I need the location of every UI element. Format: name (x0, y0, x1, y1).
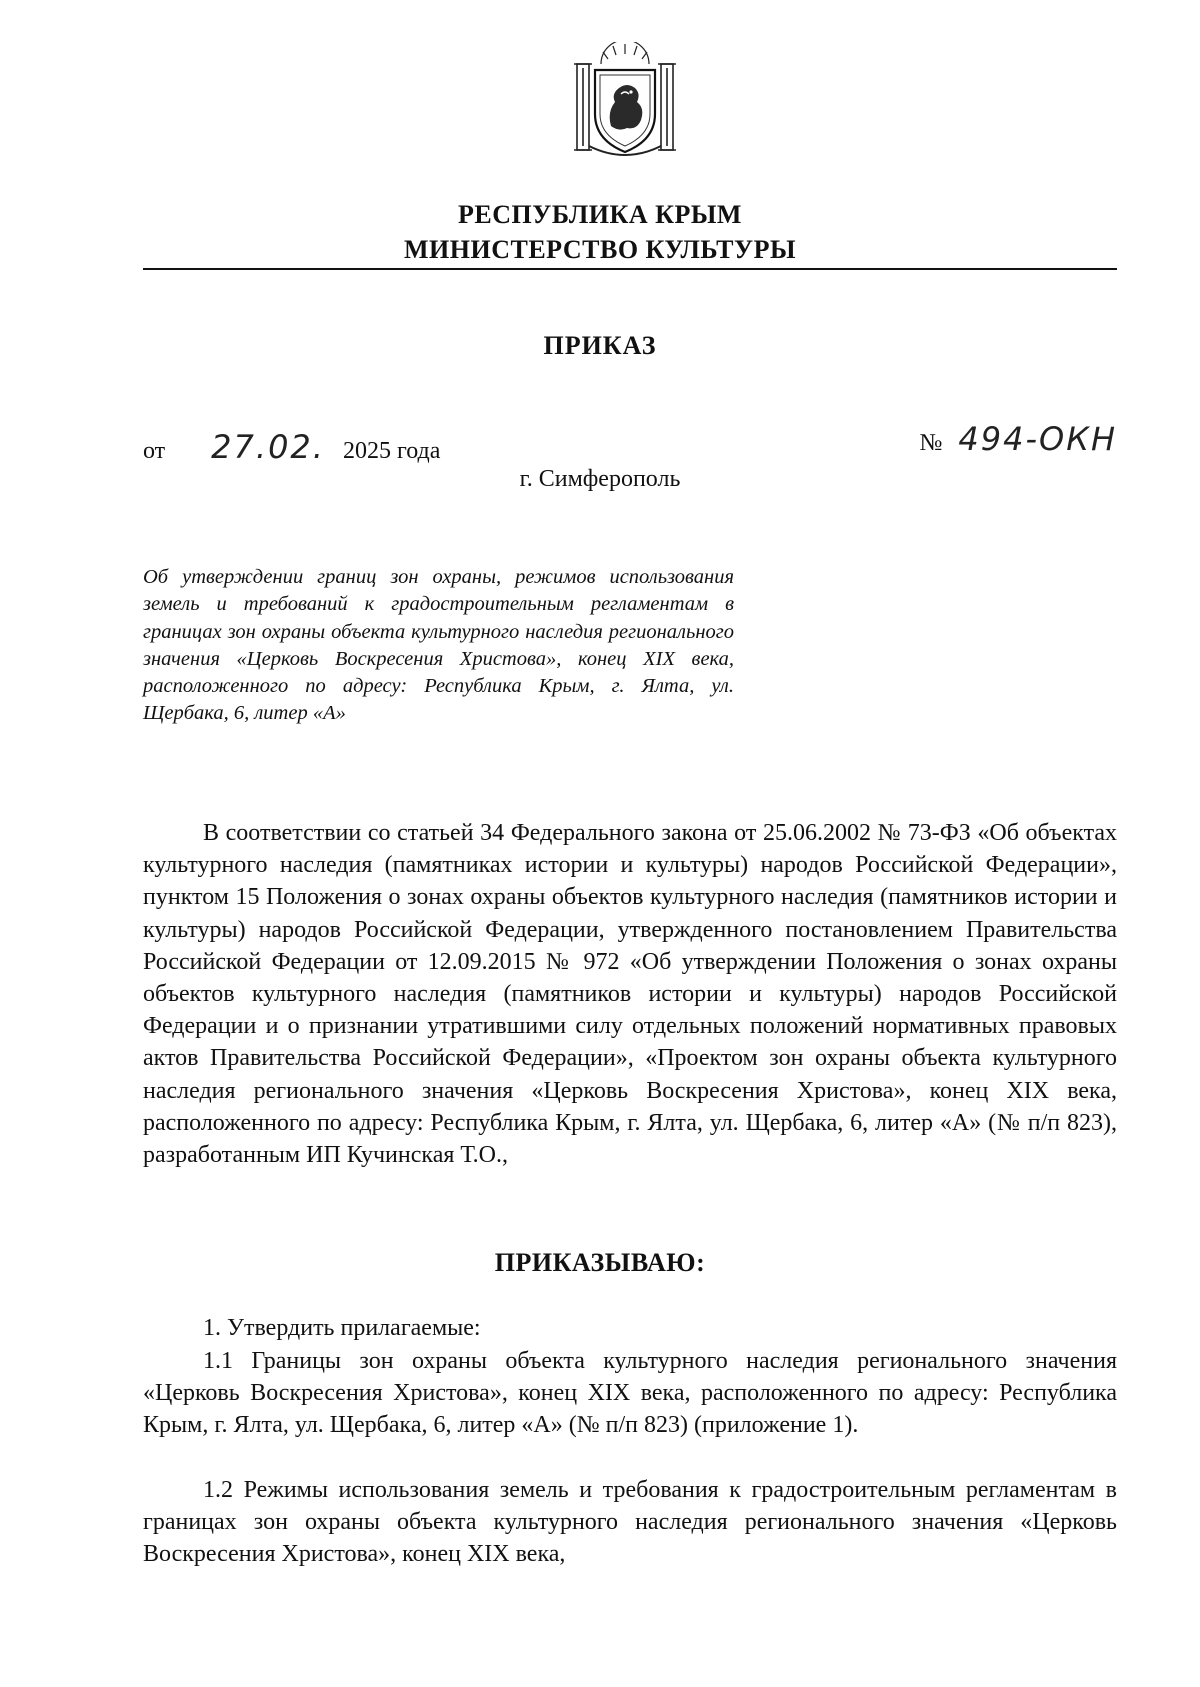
order-item-1-1: 1.1 Границы зон охраны объекта культурного наследия регионального значения «Церковь Воскресения Христова», конец XIX века, расположенного по адресу: Республика Крым, г. Ялта, ул. Щербака, 6, литер «А» (№ п/п 823) (приложение 1). (143, 1348, 1117, 1439)
order-heading: ПРИКАЗЫВАЮ: (494, 1248, 706, 1277)
order-date (143, 428, 440, 466)
date-prefix: от (143, 438, 166, 464)
crimea-coat-of-arms-icon (571, 42, 679, 160)
city-line: г. Симферополь (519, 466, 681, 492)
order-item-1: 1. Утвердить прилагаемые: (203, 1315, 481, 1341)
order-subject: Об утверждении границ зон охраны, режимов использования земель и требований к градостроительным регламентам в границах зон охраны объекта культурного наследия регионального значения «Церковь Воскресения Христова», конец XIX века, расположенного по адресу: Республика Крым, г. Ялта, ул. Щербака, 6, литер «А» (143, 566, 734, 725)
document-type-title: ПРИКАЗ (543, 331, 657, 360)
ministry-name: МИНИСТЕРСТВО КУЛЬТУРЫ (404, 235, 796, 264)
date-year: 2025 года (342, 438, 441, 464)
order-item-1-2: 1.2 Режимы использования земель и требования к градостроительным регламентам в границах зон охраны объекта культурного наследия регионального значения «Церковь Воскресения Христова», конец XIX века, (143, 1477, 1117, 1568)
handwritten-number: 494-ОКН (958, 420, 1117, 458)
preamble-paragraph: В соответствии со статьей 34 Федерального закона от 25.06.2002 № 73-ФЗ «Об объектах культурного наследия (памятниках истории и культуры) народов Российской Федерации», пунктом 15 Положения о зонах охраны объектов культурного наследия (памятников истории и культуры) народов Российской Федерации, утвержденного постановлением Правительства Российской Федерации от 12.09.2015 № 972 «Об утверждении Положения о зонах охраны объектов культурного наследия (памятников истории и культуры) народов Российской Федерации и о признании утратившими силу отдельных положений нормативных правовых актов Правительства Российской Федерации», «Проектом зон охраны объекта культурного наследия регионального значения «Церковь Воскресения Христова», конец XIX века, расположенного по адресу: Республика Крым, г. Ялта, ул. Щербака, 6, литер «А» (№ п/п 823), разработанным ИП Кучинская Т.О., (143, 820, 1117, 1169)
order-number (920, 420, 1118, 458)
republic-name: РЕСПУБЛИКА КРЫМ (458, 200, 742, 229)
handwritten-date: 27.02. (211, 428, 325, 466)
number-sign: № (919, 430, 943, 456)
header-divider (143, 268, 1117, 270)
